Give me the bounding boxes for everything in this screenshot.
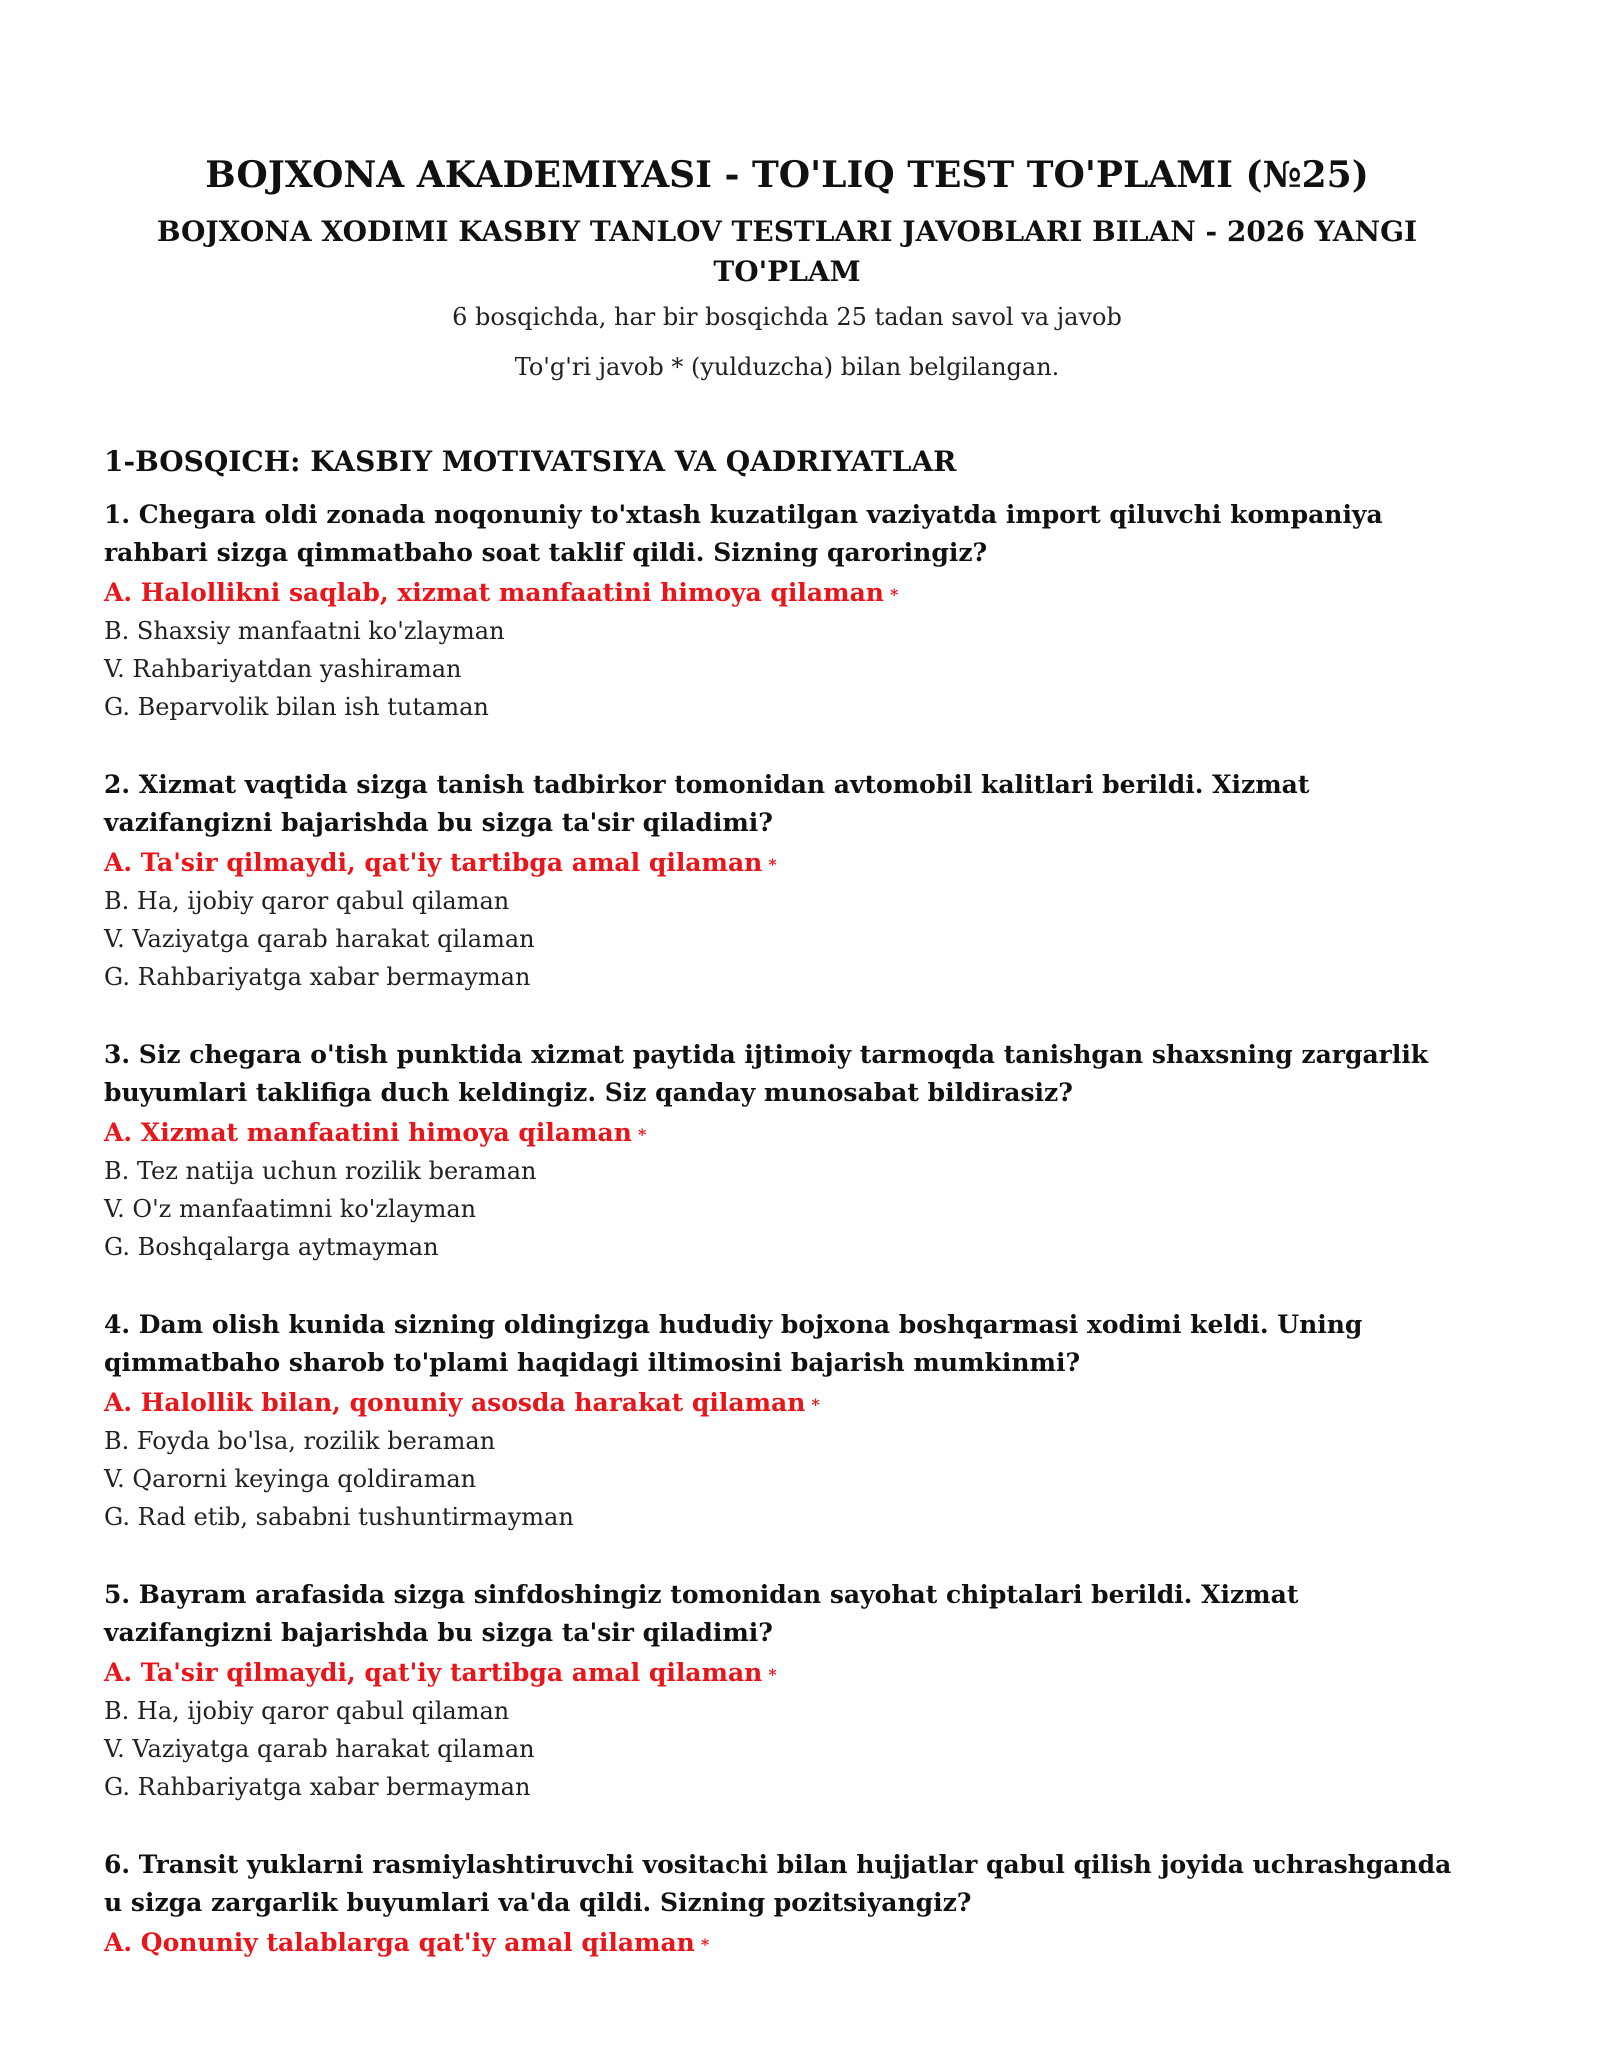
question-1 bbox=[104, 496, 1470, 726]
document-meta-line-2: To'g'ri javob * (yulduzcha) bilan belgilangan. bbox=[514, 353, 1060, 381]
option-v: V. Vaziyatga qarab harakat qilaman bbox=[104, 925, 535, 953]
question-6 bbox=[104, 1846, 1470, 1962]
option-a-correct bbox=[104, 844, 1470, 882]
option-v: V. Vaziyatga qarab harakat qilaman bbox=[104, 1735, 535, 1763]
option-b: B. Ha, ijobiy qaror qabul qilaman bbox=[104, 887, 510, 915]
option-v: V. Rahbariyatdan yashiraman bbox=[104, 655, 462, 683]
correct-star-icon: * bbox=[889, 585, 899, 604]
option-label: A. Ta'sir qilmaydi, qat'iy tartibga amal qilaman bbox=[104, 1658, 763, 1687]
document-meta-line-1: 6 bosqichda, har bir bosqichda 25 tadan savol va javob bbox=[452, 303, 1122, 331]
option-g: G. Beparvolik bilan ish tutaman bbox=[104, 693, 489, 721]
correct-star-icon: * bbox=[700, 1935, 710, 1954]
option-g: G. Rad etib, sababni tushuntirmayman bbox=[104, 1503, 574, 1531]
question-3 bbox=[104, 1036, 1470, 1266]
option-label: A. Xizmat manfaatini himoya qilaman bbox=[104, 1118, 632, 1147]
document-title: BOJXONA AKADEMIYASI - TO'LIQ TEST TO'PLAMI (№25) bbox=[205, 154, 1369, 196]
question-text: 4. Dam olish kunida sizning oldingizga hududiy bojxona boshqarmasi xodimi keldi. Uning qimmatbaho sharob to'plami haqidagi iltimosini bajarish mumkinmi? bbox=[104, 1310, 1363, 1377]
option-label: A. Halollikni saqlab, xizmat manfaatini himoya qilaman bbox=[104, 578, 884, 607]
option-g: G. Boshqalarga aytmayman bbox=[104, 1233, 439, 1261]
section-heading: 1-BOSQICH: KASBIY MOTIVATSIYA VA QADRIYATLAR bbox=[104, 445, 957, 478]
option-g: G. Rahbariyatga xabar bermayman bbox=[104, 963, 531, 991]
correct-star-icon: * bbox=[637, 1125, 647, 1144]
option-a-correct bbox=[104, 1384, 1470, 1422]
option-a-correct bbox=[104, 1654, 1470, 1692]
correct-star-icon: * bbox=[811, 1395, 820, 1414]
option-v: V. O'z manfaatimni ko'zlayman bbox=[104, 1195, 477, 1223]
correct-star-icon: * bbox=[768, 1665, 777, 1684]
question-4 bbox=[104, 1306, 1470, 1536]
correct-star-icon: * bbox=[768, 855, 777, 874]
option-label: A. Halollik bilan, qonuniy asosda harakat qilaman bbox=[104, 1388, 806, 1417]
option-b: B. Ha, ijobiy qaror qabul qilaman bbox=[104, 1697, 510, 1725]
question-text: 6. Transit yuklarni rasmiylashtiruvchi vositachi bilan hujjatlar qabul qilish joyida uchrashganda u sizga zargarlik buyumlari va'da qildi. Sizning pozitsiyangiz? bbox=[104, 1850, 1452, 1917]
question-text: 5. Bayram arafasida sizga sinfdoshingiz tomonidan sayohat chiptalari berildi. Xizmat vazifangizni bajarishda bu sizga ta'sir qiladimi? bbox=[104, 1580, 1299, 1647]
option-a-correct bbox=[104, 1924, 1470, 1962]
option-b: B. Foyda bo'lsa, rozilik beraman bbox=[104, 1427, 496, 1455]
question-text: 1. Chegara oldi zonada noqonuniy to'xtash kuzatilgan vaziyatda import qiluvchi kompaniya rahbari sizga qimmatbaho soat taklif qildi. Sizning qaroringiz? bbox=[104, 500, 1383, 567]
question-text: 3. Siz chegara o'tish punktida xizmat paytida ijtimoiy tarmoqda tanishgan shaxsning zargarlik buyumlari taklifiga duch keldingiz. Siz qanday munosabat bildirasiz? bbox=[104, 1040, 1429, 1107]
option-b: B. Tez natija uchun rozilik beraman bbox=[104, 1157, 537, 1185]
document-subtitle: BOJXONA XODIMI KASBIY TANLOV TESTLARI JAVOBLARI BILAN - 2026 YANGI TO'PLAM bbox=[156, 215, 1418, 288]
question-text: 2. Xizmat vaqtida sizga tanish tadbirkor tomonidan avtomobil kalitlari berildi. Xizmat vazifangizni bajarishda bu sizga ta'sir qiladimi? bbox=[104, 770, 1310, 837]
question-5 bbox=[104, 1576, 1470, 1806]
option-label: A. Qonuniy talablarga qat'iy amal qilaman bbox=[104, 1928, 695, 1957]
question-2 bbox=[104, 766, 1470, 996]
option-label: A. Ta'sir qilmaydi, qat'iy tartibga amal qilaman bbox=[104, 848, 763, 877]
option-g: G. Rahbariyatga xabar bermayman bbox=[104, 1773, 531, 1801]
option-a-correct bbox=[104, 1114, 1470, 1152]
option-a-correct bbox=[104, 574, 1470, 612]
option-v: V. Qarorni keyinga qoldiraman bbox=[104, 1465, 477, 1493]
option-b: B. Shaxsiy manfaatni ko'zlayman bbox=[104, 617, 505, 645]
